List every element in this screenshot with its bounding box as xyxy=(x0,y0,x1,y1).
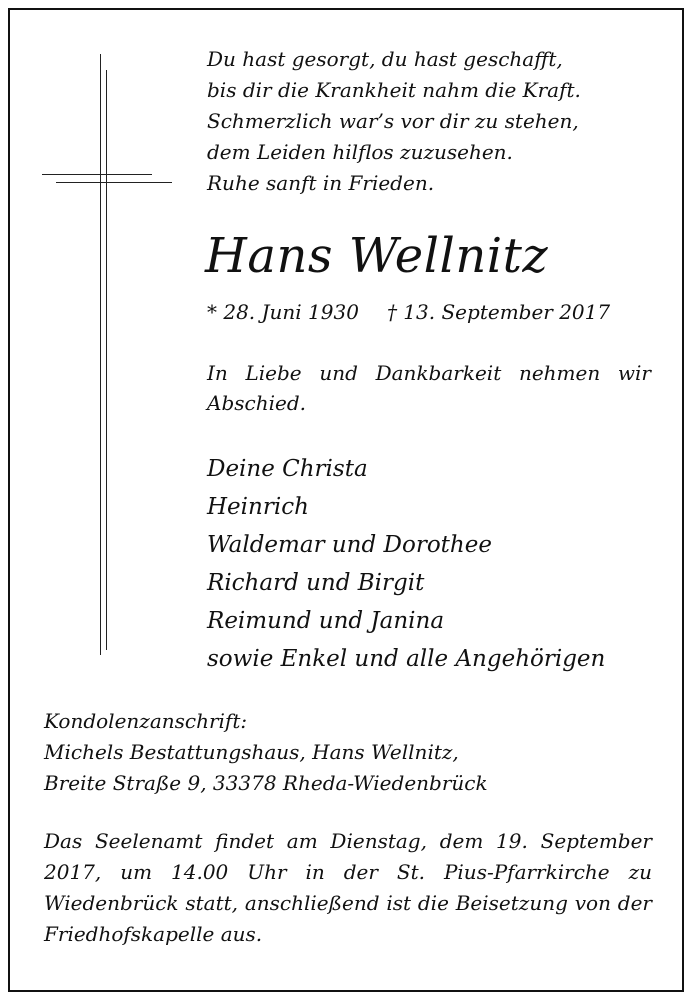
life-dates xyxy=(207,298,610,326)
condolence-line: Breite Straße 9, 33378 Rheda-Wiedenbrück xyxy=(44,771,488,795)
mourner-entry: sowie Enkel und alle Angehörigen xyxy=(207,646,606,672)
cross-vertical-line xyxy=(106,70,107,650)
farewell-text: In Liebe und Dankbarkeit nehmen wir Abschied. xyxy=(207,361,651,415)
mourners-list xyxy=(207,450,605,678)
condolence-heading: Kondolenzanschrift: xyxy=(44,709,248,733)
condolence-address xyxy=(44,706,488,799)
mourner-entry: Reimund und Janina xyxy=(207,608,445,634)
cross-horizontal-line xyxy=(42,174,152,175)
cross-horizontal-line xyxy=(56,182,172,183)
mourner-entry: Heinrich xyxy=(207,494,309,520)
memorial-poem xyxy=(207,44,667,199)
mourner-entry: Waldemar und Dorothee xyxy=(207,532,492,558)
poem-line: Schmerzlich war’s vor dir zu stehen, xyxy=(207,109,579,133)
cross-vertical-line xyxy=(100,54,101,655)
birth-date: * 28. Juni 1930 xyxy=(207,300,359,324)
death-date: † 13. September 2017 xyxy=(386,300,611,324)
condolence-line: Michels Bestattungshaus, Hans Wellnitz, xyxy=(44,740,459,764)
poem-line: bis dir die Krankheit nahm die Kraft. xyxy=(207,78,581,102)
poem-line: dem Leiden hilflos zuzusehen. xyxy=(207,140,513,164)
poem-line: Du hast gesorgt, du hast geschafft, xyxy=(207,47,563,71)
mourner-entry: Richard und Birgit xyxy=(207,570,425,596)
deceased-name: Hans Wellnitz xyxy=(205,228,549,284)
mourner-entry: Deine Christa xyxy=(207,456,368,482)
poem-line: Ruhe sanft in Frieden. xyxy=(207,171,435,195)
service-notice: Das Seelenamt findet am Dienstag, dem 19. September 2017, um 14.00 Uhr in der St. Pius-Pfarrkirche zu Wiedenbrück statt, anschließend ist die Beisetzung von der Friedhofskapelle aus. xyxy=(44,829,652,946)
